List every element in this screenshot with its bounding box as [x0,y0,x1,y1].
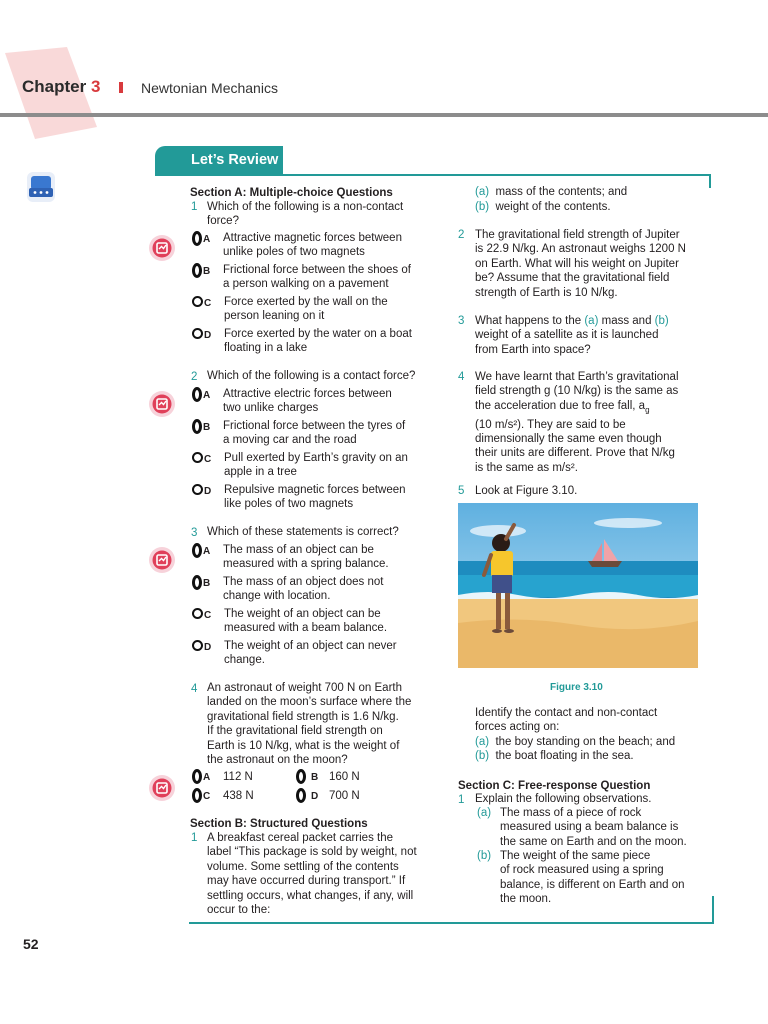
review-bottom-corner [712,896,714,923]
review-top-corner [709,174,711,188]
question-number: 2 [191,371,198,383]
question-number: 5 [458,485,465,497]
question-text: Identify the contact and non-contact forces acting on: [475,707,658,734]
answer-bubble[interactable] [192,543,202,558]
question-text: A breakfast cereal packet carries the label “This package is sold by weight, not volume. Some settling of the contents may have occurred during transport.” If settling occurs, what changes, if any, will occur to the: [207,832,417,917]
question-stem: An astronaut of weight 700 N on Earth landed on the moon’s surface where the gravitational field strength is 1.6 N/kg. If the gravitational field strength on Earth is 10 N/kg, what is the weight of the astronaut on the moon? [207,682,412,767]
answer-bubble[interactable] [192,328,203,339]
question-number: 3 [191,527,198,539]
chapter-title: Newtonian Mechanics [141,80,278,96]
question-text: We have learnt that Earth’s gravitational field strength g (10 N/kg) is the same as the acceleration due to free fall, $a_g$ (10 m/s²). They are said to be dimensionally the same even though their units are different. Prove that N/kg is the same as m/s². [475,371,679,474]
answer-bubble[interactable] [192,608,203,619]
question-number: 1 [458,794,465,806]
question-stem: Which of these statements is correct? [207,526,399,538]
answer-bubble[interactable] [296,769,306,784]
question-number: 2 [458,229,465,241]
question-number: 4 [191,683,198,695]
answer-bubble[interactable] [192,231,202,246]
review-top-rule [283,174,711,176]
section-b-title: Section B: Structured Questions [190,818,368,830]
question-number: 1 [191,832,198,844]
answer-bubble[interactable] [192,484,203,495]
question-stem: Which of the following is a non-contact force? [207,201,404,228]
part-a: (a) the boy standing on the beach; and [475,736,676,748]
answer-bubble[interactable] [192,387,202,402]
option-c[interactable]: C Force exerted by the wall on the person leaning on it [192,295,388,324]
answer-bubble[interactable] [192,419,202,434]
part-a: (a) The mass of a piece of rock measured using a beam balance is the same on Earth and on the moon. [477,807,687,848]
part-b: (b) The weight of the same piece of rock measured using a spring balance, is different on Earth and on the moon. [477,850,685,906]
option-d[interactable]: D Force exerted by the water on a boat floating in a lake [192,327,412,356]
question-text: What happens to the (a) mass and (b) weight of a satellite as it is launched from Earth into space? [475,315,669,356]
option-c[interactable]: C The weight of an object can be measured with a beam balance. [192,607,387,636]
figure-caption: Figure 3.10 [550,682,603,693]
part-b: (b) weight of the contents. [475,201,611,213]
question-number: 3 [458,315,465,327]
option-b[interactable]: B The mass of an object does not change with location. [192,575,383,604]
section-a-title: Section A: Multiple-choice Questions [190,187,393,199]
option-c[interactable]: C 438 N [192,788,254,804]
question-stem: Which of the following is a contact force? [207,370,416,382]
practice-icon[interactable] [24,170,58,204]
option-a[interactable]: A 112 N [192,769,253,785]
quiz-icon[interactable] [148,390,176,418]
question-intro: Explain the following observations. [475,793,652,805]
option-a[interactable]: A The mass of an object can be measured with a spring balance. [192,543,389,572]
review-bottom-rule [189,922,714,924]
quiz-icon[interactable] [148,234,176,262]
quiz-icon[interactable] [148,774,176,802]
answer-bubble[interactable] [192,452,203,463]
option-b[interactable]: B Frictional force between the tyres of a moving car and the road [192,419,405,448]
option-d[interactable]: D Repulsive magnetic forces between like poles of two magnets [192,483,406,512]
page-number: 52 [23,936,39,952]
lets-review-tab: Let’s Review [155,146,283,176]
figure-beach-illustration [458,503,698,668]
option-b[interactable]: B 160 N [296,769,360,785]
option-b[interactable]: B Frictional force between the shoes of a person walking on a pavement [192,263,411,292]
answer-bubble[interactable] [192,769,202,784]
answer-bubble[interactable] [296,788,306,803]
option-d[interactable]: D 700 N [296,788,360,804]
chapter-label: Chapter 3 [22,77,101,96]
question-number: 4 [458,371,465,383]
part-a: (a) mass of the contents; and [475,186,628,198]
answer-bubble[interactable] [192,296,203,307]
question-text: The gravitational field strength of Jupiter is 22.9 N/kg. An astronaut weighs 1200 N on Earth. What will his weight on Jupiter be? Assume that the gravitational field strength of Earth is 10 N/kg. [475,229,686,299]
answer-bubble[interactable] [192,640,203,651]
option-a[interactable]: A Attractive electric forces between two unlike charges [192,387,392,416]
answer-bubble[interactable] [192,263,202,278]
section-c-title: Section C: Free-response Question [458,780,651,792]
chapter-divider [119,82,123,93]
header-rule [0,113,768,117]
answer-bubble[interactable] [192,575,202,590]
quiz-icon[interactable] [148,546,176,574]
option-a[interactable]: A Attractive magnetic forces between unlike poles of two magnets [192,231,402,260]
option-c[interactable]: C Pull exerted by Earth’s gravity on an apple in a tree [192,451,408,480]
question-intro: Look at Figure 3.10. [475,485,578,497]
answer-bubble[interactable] [192,788,202,803]
part-b: (b) the boat floating in the sea. [475,750,634,762]
question-number: 1 [191,201,198,213]
option-d[interactable]: D The weight of an object can never change. [192,639,397,668]
